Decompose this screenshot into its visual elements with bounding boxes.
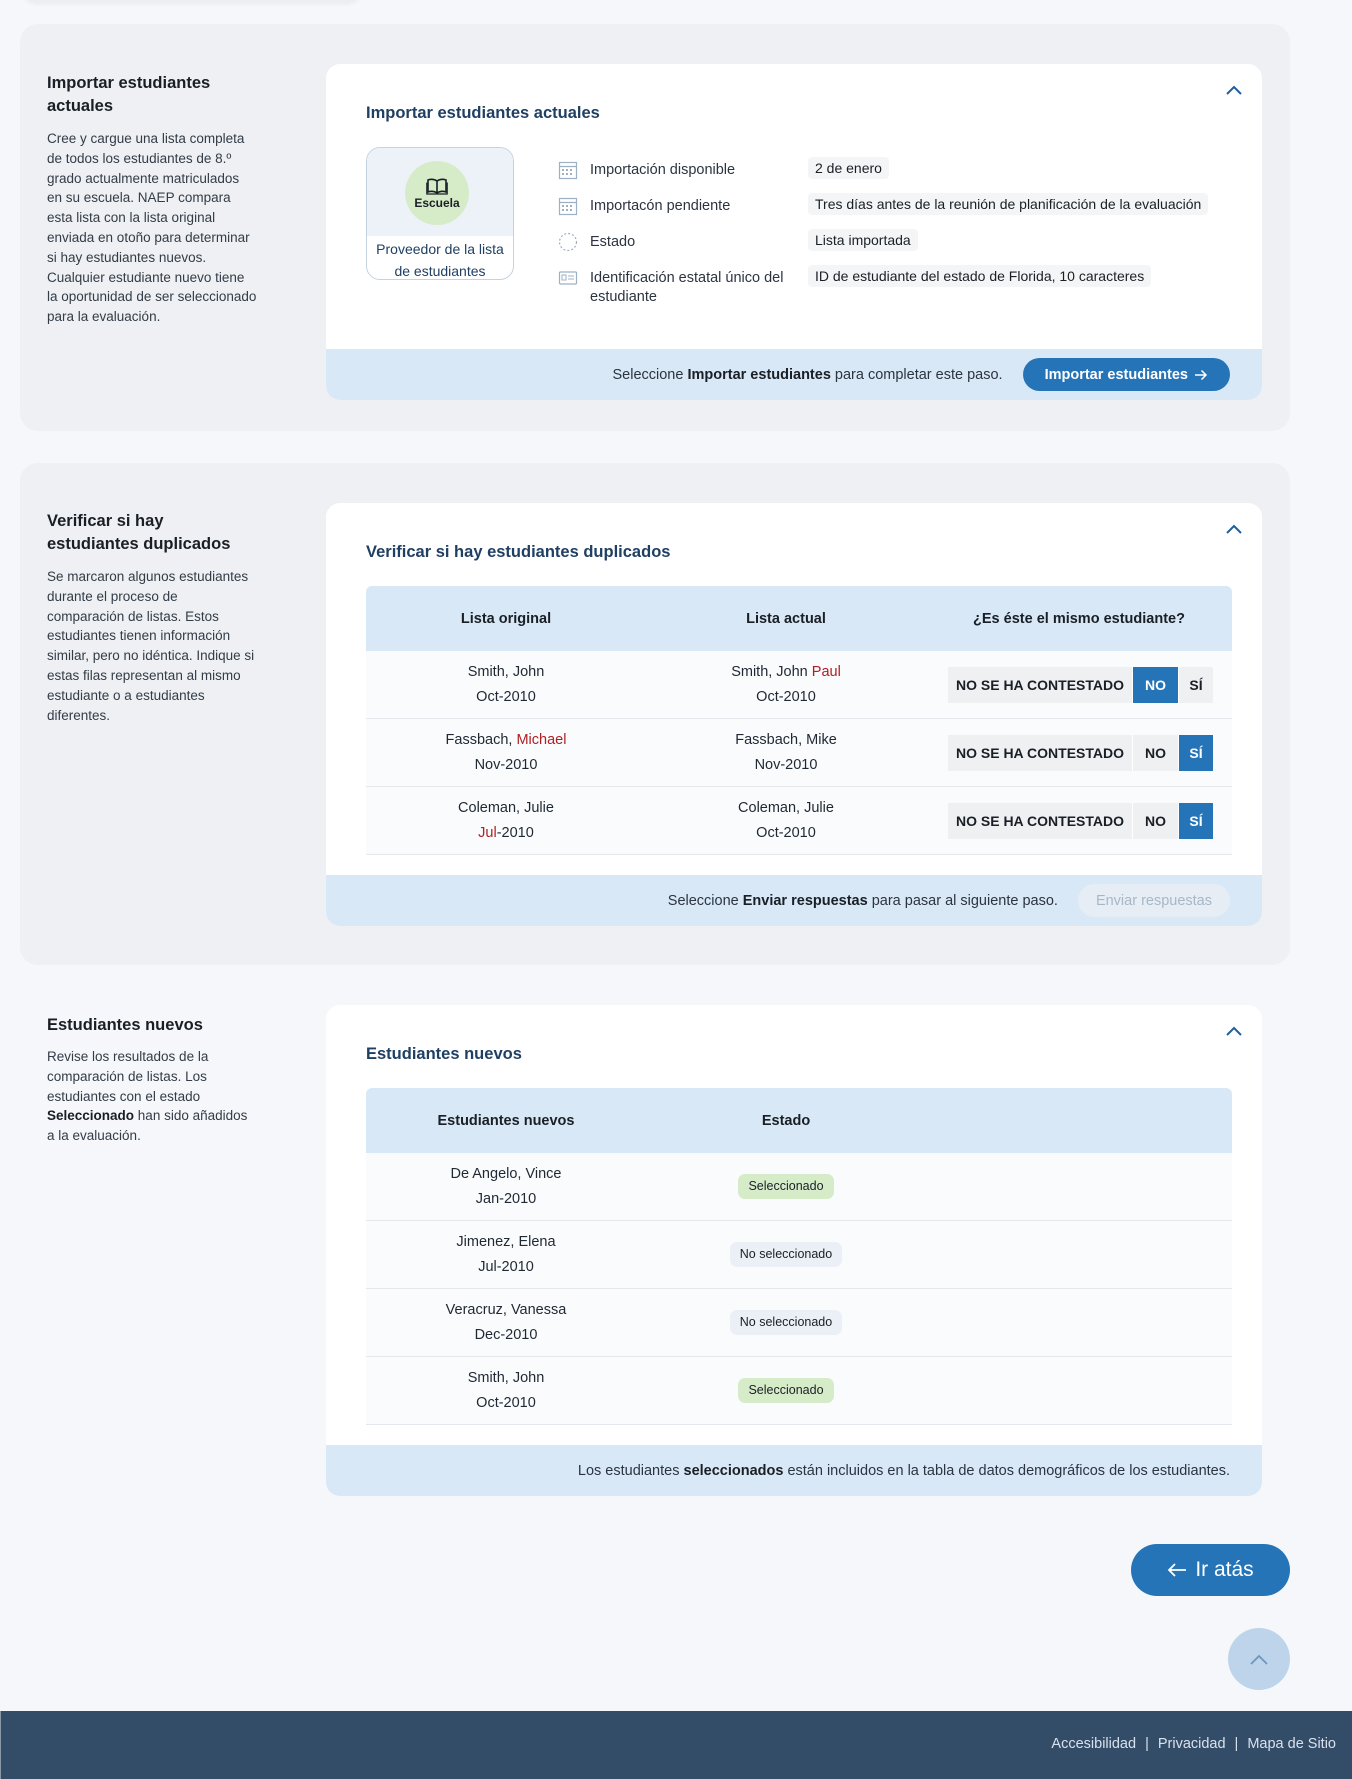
table-row (366, 1153, 1232, 1221)
duplicates-card (326, 503, 1262, 926)
import-card (326, 64, 1262, 400)
collapse-button[interactable] (1222, 78, 1246, 102)
submit-answers-button[interactable]: Enviar respuestas (1078, 884, 1230, 917)
column-header: Lista original (460, 610, 552, 627)
option-not-answered[interactable]: NO SE HA CONTESTADO (948, 803, 1132, 839)
arrow-left-icon (1167, 1563, 1187, 1577)
answer-toggle[interactable] (948, 803, 1213, 839)
status-badge: No seleccionado (730, 1242, 842, 1267)
import-section (20, 24, 1290, 431)
student-cell: Veracruz, Vanessa Dec-2010 (445, 1301, 567, 1343)
table-header (366, 1088, 1232, 1153)
duplicates-section (20, 463, 1290, 965)
duplicates-table (366, 586, 1232, 855)
table-row (366, 787, 1232, 855)
info-row (558, 160, 1238, 190)
option-no[interactable]: NO (1132, 667, 1178, 703)
school-badge-label: Escuela (414, 195, 460, 210)
answer-toggle[interactable] (948, 667, 1213, 703)
card-title: Verificar si hay estudiantes duplicados (366, 543, 671, 561)
duplicates-side-title: Verificar si hay estudiantes duplicados (47, 512, 231, 553)
chevron-up-icon (1226, 1026, 1242, 1036)
original-cell: Coleman, Julie Jul-2010 (458, 799, 554, 841)
current-cell: Smith, John Paul Oct-2010 (731, 663, 841, 705)
info-label: Estado (590, 234, 636, 250)
footer-links (1051, 1736, 1336, 1752)
import-button-label: Importar estudiantes (1044, 366, 1188, 383)
status-cell (646, 1221, 926, 1288)
status-cell (646, 1153, 926, 1220)
table-header (366, 586, 1232, 651)
import-card-footer (326, 349, 1262, 400)
duplicates-card-footer (326, 875, 1262, 926)
option-yes[interactable]: SÍ (1178, 667, 1213, 703)
option-no[interactable]: NO (1132, 735, 1178, 771)
dashed-circle-icon (558, 232, 578, 252)
provider-card (366, 147, 514, 280)
site-footer (0, 1711, 1352, 1779)
go-back-label: Ir atás (1195, 1558, 1254, 1581)
current-cell: Coleman, Julie Oct-2010 (738, 799, 834, 841)
current-cell: Fassbach, Mike Nov-2010 (735, 731, 837, 773)
option-yes[interactable]: SÍ (1178, 803, 1213, 839)
option-not-answered[interactable]: NO SE HA CONTESTADO (948, 667, 1132, 703)
info-label: Importación disponible (590, 162, 736, 178)
answer-toggle[interactable] (948, 735, 1213, 771)
accessibility-link[interactable]: Accesibilidad (1051, 1736, 1137, 1752)
import-side-description: Cree y cargue una lista completa de todos los estudiantes de 8.º grado actualmente matriculados en su escuela. NAEP compara esta lista con la lista original enviada en otoño para determinar si hay estudiantes nuevos. Cualquier estudiante nuevo tiene la oportunidad de ser seleccionado para la evaluación. (47, 131, 257, 325)
column-header: ¿Es éste el mismo estudiante? (973, 610, 1185, 627)
info-value: ID de estudiante del estado de Florida, 10 caracteres (808, 265, 1151, 287)
status-cell (646, 1289, 926, 1356)
column-header: Estado (761, 1112, 811, 1129)
separator: | (1234, 1736, 1239, 1752)
chevron-up-icon (1226, 524, 1242, 534)
option-yes[interactable]: SÍ (1178, 735, 1213, 771)
new-students-table (366, 1088, 1232, 1425)
info-value: 2 de enero (808, 157, 889, 179)
scroll-to-top-button[interactable] (1228, 1628, 1290, 1690)
option-no[interactable]: NO (1132, 803, 1178, 839)
collapse-button[interactable] (1222, 1019, 1246, 1043)
status-badge: Seleccionado (738, 1174, 833, 1199)
student-cell: Jimenez, Elena Jul-2010 (456, 1233, 556, 1275)
card-title: Estudiantes nuevos (366, 1045, 522, 1063)
go-back-button[interactable] (1131, 1544, 1290, 1596)
table-row (366, 1221, 1232, 1289)
import-students-button[interactable] (1023, 358, 1230, 391)
calendar-icon (558, 160, 578, 180)
sitemap-link[interactable]: Mapa de Sitio (1247, 1736, 1336, 1752)
new-students-card-footer (326, 1445, 1262, 1496)
option-not-answered[interactable]: NO SE HA CONTESTADO (948, 735, 1132, 771)
id-card-icon (558, 268, 578, 288)
original-cell: Smith, John Oct-2010 (467, 663, 545, 705)
info-row (558, 196, 1238, 226)
previous-section-edge (22, 0, 362, 2)
new-students-side-description: Revise los resultados de la comparación de listas. Los estudiantes con el estado Seleccionado han sido añadidos a la evaluación. (47, 1049, 248, 1144)
new-students-section (20, 964, 1290, 1514)
info-row (558, 232, 1238, 262)
provider-name: Proveedor de la lista de estudiantes (376, 241, 504, 279)
table-row (366, 651, 1232, 719)
status-badge: Seleccionado (738, 1378, 833, 1403)
table-row (366, 1289, 1232, 1357)
duplicates-side-description: Se marcaron algunos estudiantes durante el proceso de comparación de listas. Estos estudiantes tienen información similar, pero no idéntica. Indique si estas filas representan al mismo estudiante o a estudiantes diferentes. (47, 569, 255, 723)
student-cell: Smith, John Oct-2010 (467, 1369, 545, 1411)
table-row (366, 719, 1232, 787)
book-icon (426, 177, 448, 195)
chevron-up-icon (1250, 1654, 1268, 1665)
status-badge: No seleccionado (730, 1310, 842, 1335)
collapse-button[interactable] (1222, 517, 1246, 541)
table-row (366, 1357, 1232, 1425)
info-label: Identificación estatal único del estudiante (590, 270, 784, 305)
info-value: Tres días antes de la reunión de planificación de la evaluación (808, 193, 1208, 215)
original-cell: Fassbach, Michael Nov-2010 (445, 731, 567, 773)
calendar-icon (558, 196, 578, 216)
column-header: Estudiantes nuevos (437, 1112, 575, 1129)
school-badge (405, 161, 469, 225)
status-cell (646, 1357, 926, 1424)
footer-instruction: Seleccione Enviar respuestas para pasar al siguiente paso. (667, 892, 1058, 909)
new-students-card (326, 1005, 1262, 1496)
arrow-right-icon (1194, 369, 1208, 381)
card-title: Importar estudiantes actuales (366, 104, 600, 122)
column-header: Lista actual (746, 610, 826, 627)
new-students-side-title: Estudiantes nuevos (47, 1016, 203, 1034)
import-side-title: Importar estudiantes actuales (47, 74, 211, 115)
separator: | (1145, 1736, 1149, 1752)
privacy-link[interactable]: Privacidad (1157, 1736, 1226, 1752)
footer-instruction: Seleccione Importar estudiantes para completar este paso. (612, 366, 1003, 383)
info-row (558, 268, 1238, 305)
chevron-up-icon (1226, 85, 1242, 95)
info-value: Lista importada (808, 229, 918, 251)
footer-note: Los estudiantes seleccionados están incluidos en la tabla de datos demográficos de los estudiantes. (577, 1462, 1230, 1479)
student-cell: De Angelo, Vince Jan-2010 (450, 1165, 562, 1207)
info-label: Importacón pendiente (590, 198, 731, 214)
